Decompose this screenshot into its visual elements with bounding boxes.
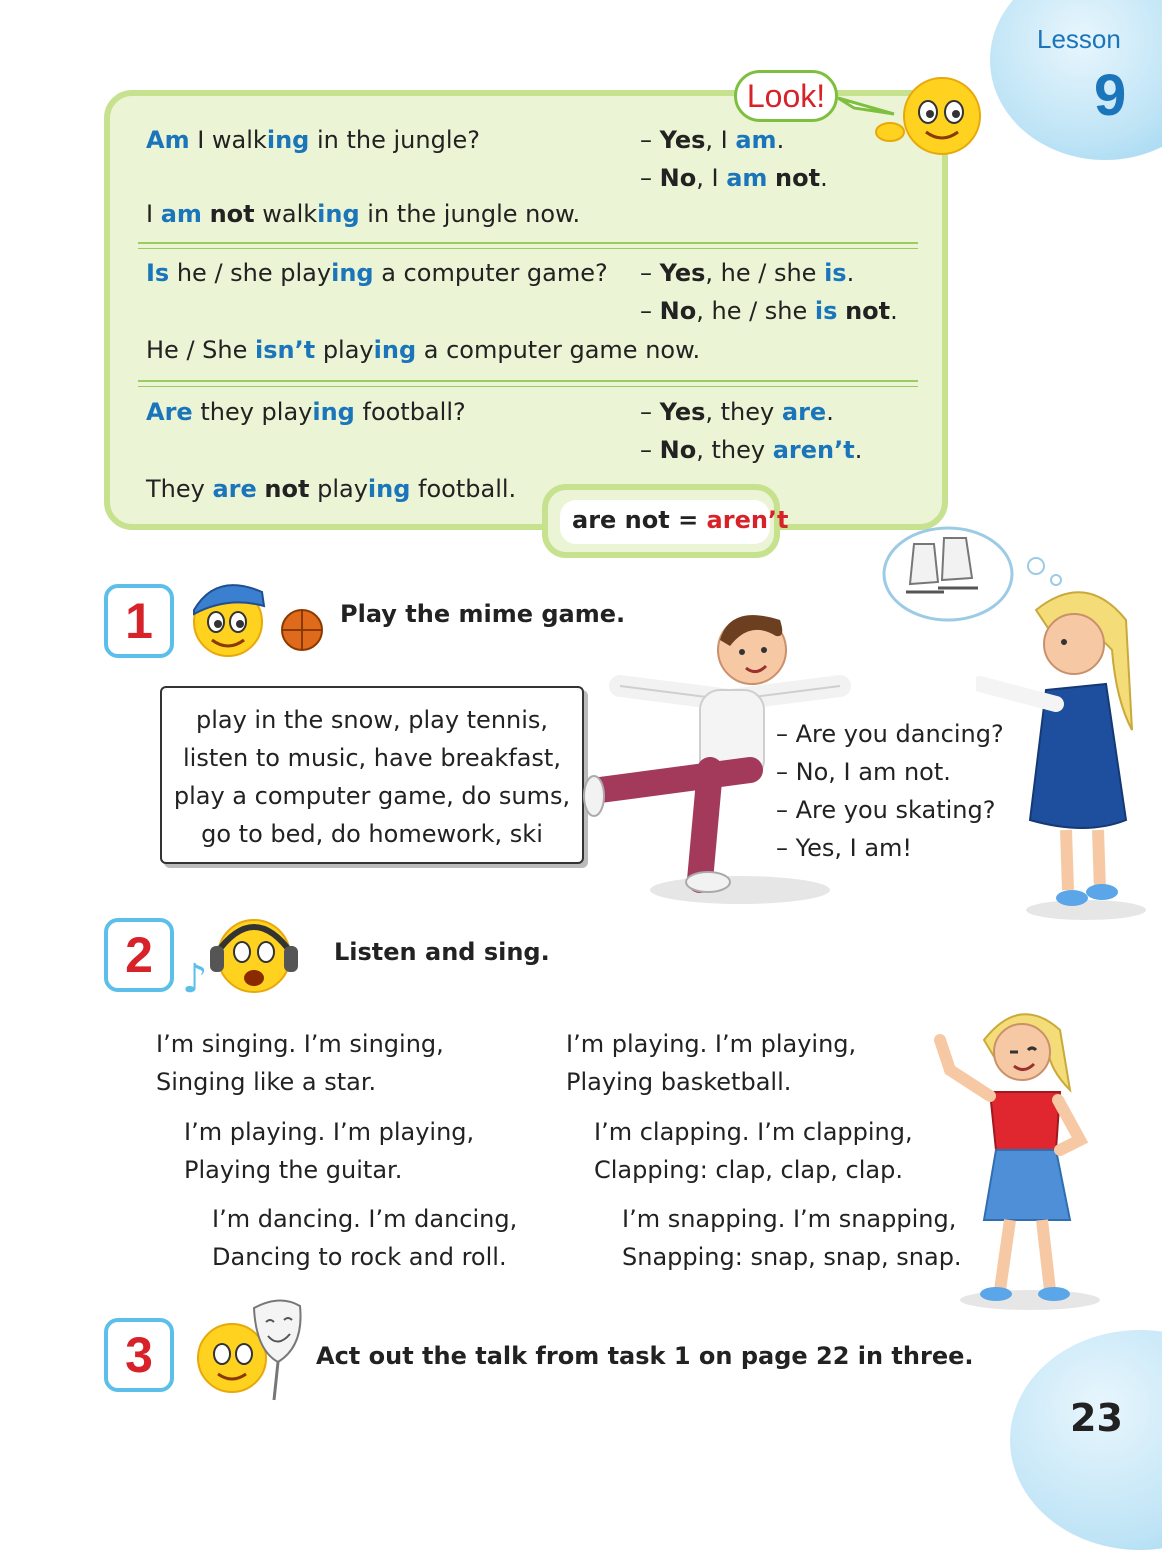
grammar-divider: [138, 380, 918, 387]
dialogue-line: – No, I am not.: [776, 758, 951, 786]
page-number-circle: [1010, 1330, 1162, 1550]
text-segment: in the jungle?: [309, 126, 480, 154]
girl-waving-illustration: [930, 1000, 1130, 1320]
text-segment: a computer game now.: [416, 336, 701, 364]
text-segment: –: [640, 259, 660, 287]
text-segment: play: [315, 336, 374, 364]
grammar-divider: [138, 242, 918, 249]
song-line: I’m snapping. I’m snapping,: [622, 1205, 957, 1233]
text-segment: .: [854, 436, 863, 464]
task-number-2: 2: [104, 918, 174, 992]
contraction-full: are not =: [572, 506, 707, 534]
song-line: I’m clapping. I’m clapping,: [594, 1118, 913, 1146]
text-segment: , they: [705, 398, 782, 426]
text-segment: No: [659, 164, 697, 192]
boy-skating-illustration: [580, 590, 900, 920]
text-segment: are: [781, 398, 827, 426]
task-title-1: Play the mime game.: [340, 600, 626, 628]
text-segment: aren’t: [772, 436, 855, 464]
grammar-answer-yes-2: [640, 259, 854, 287]
dialogue-line: – Are you skating?: [776, 796, 996, 824]
text-segment: am: [726, 164, 768, 192]
text-segment: –: [640, 297, 660, 325]
text-segment: He / She: [146, 336, 255, 364]
text-segment: .: [820, 164, 828, 192]
text-segment: is: [814, 297, 838, 325]
text-segment: is: [824, 259, 847, 287]
text-segment: –: [640, 126, 660, 154]
lesson-number: 9: [1094, 63, 1127, 128]
song-line: I’m dancing. I’m dancing,: [212, 1205, 518, 1233]
text-segment: ing: [317, 200, 360, 228]
contraction-text: [572, 506, 789, 534]
text-segment: , he / she: [696, 297, 815, 325]
text-segment: am: [160, 200, 202, 228]
text-segment: .: [846, 259, 855, 287]
text-segment: walk: [254, 200, 318, 228]
grammar-negative-1: [146, 200, 580, 228]
grammar-answer-no-1: [640, 164, 828, 192]
text-segment: [202, 200, 210, 228]
text-segment: Am: [146, 126, 190, 154]
grammar-question-1: [146, 126, 480, 154]
contraction-short: aren’t: [706, 506, 789, 534]
mime-word-line: go to bed, do homework, ski: [201, 820, 543, 848]
text-segment: .: [776, 126, 785, 154]
text-segment: ing: [373, 336, 417, 364]
text-segment: They: [146, 475, 213, 503]
text-segment: not: [209, 200, 255, 228]
song-line: Clapping: clap, clap, clap.: [594, 1156, 903, 1184]
text-segment: , he / she: [705, 259, 825, 287]
text-segment: I walk: [189, 126, 267, 154]
smiley-cap-ball-icon: [166, 566, 332, 666]
text-segment: Yes: [659, 398, 706, 426]
lesson-label: Lesson: [1037, 24, 1121, 54]
grammar-question-3: [146, 398, 466, 426]
grammar-answer-yes-1: [640, 126, 784, 154]
text-segment: isn’t: [255, 336, 316, 364]
task-title-3: Act out the talk from task 1 on page 22 in three.: [316, 1342, 974, 1370]
text-segment: [837, 297, 845, 325]
text-segment: , they: [696, 436, 773, 464]
mime-word-line: play in the snow, play tennis,: [195, 706, 549, 734]
song-line: Snapping: snap, snap, snap.: [622, 1243, 962, 1271]
text-segment: I: [146, 200, 161, 228]
text-segment: he / she play: [169, 259, 332, 287]
grammar-answer-yes-3: [640, 398, 834, 426]
text-segment: ing: [331, 259, 374, 287]
dialogue-line: – Are you dancing?: [776, 720, 1004, 748]
svg-text:♪: ♪: [182, 956, 208, 1002]
smiley-pointing-icon: [834, 72, 994, 162]
song-line: I’m playing. I’m playing,: [184, 1118, 475, 1146]
grammar-negative-2: [146, 336, 700, 364]
text-segment: [767, 164, 775, 192]
song-line: Singing like a star.: [156, 1068, 377, 1096]
song-line: Playing the guitar.: [184, 1156, 403, 1184]
text-segment: Are: [146, 398, 193, 426]
song-line: I’m singing. I’m singing,: [156, 1030, 444, 1058]
mime-word-line: listen to music, have breakfast,: [183, 744, 561, 772]
mime-word-line: play a computer game, do sums,: [173, 782, 571, 810]
text-segment: not: [775, 164, 821, 192]
text-segment: Yes: [659, 126, 706, 154]
text-segment: in the jungle now.: [359, 200, 581, 228]
song-line: I’m playing. I’m playing,: [566, 1030, 857, 1058]
task-number-1: 1: [104, 584, 174, 658]
text-segment: not: [845, 297, 891, 325]
text-segment: –: [640, 398, 660, 426]
smiley-mask-icon: [170, 1290, 310, 1410]
smiley-headphones-icon: [170, 900, 320, 1010]
page-number: 23: [1070, 1396, 1123, 1440]
text-segment: football?: [354, 398, 466, 426]
girl-thinking-illustration: [976, 580, 1156, 930]
text-segment: , I: [705, 126, 736, 154]
text-segment: not: [264, 475, 310, 503]
text-segment: ing: [312, 398, 355, 426]
task-title-2: Listen and sing.: [334, 938, 550, 966]
text-segment: they play: [192, 398, 313, 426]
grammar-negative-3: [146, 475, 516, 503]
text-segment: .: [826, 398, 834, 426]
dialogue-line: – Yes, I am!: [776, 834, 913, 862]
text-segment: No: [659, 297, 697, 325]
task-number-3: 3: [104, 1318, 174, 1392]
grammar-answer-no-2: [640, 297, 898, 325]
text-segment: Yes: [659, 259, 706, 287]
grammar-answer-no-3: [640, 436, 862, 464]
text-segment: am: [735, 126, 777, 154]
text-segment: , I: [696, 164, 727, 192]
text-segment: –: [640, 436, 660, 464]
text-segment: ing: [367, 475, 411, 503]
text-segment: play: [309, 475, 368, 503]
text-segment: –: [640, 164, 660, 192]
text-segment: are: [212, 475, 257, 503]
look-bubble: Look!: [734, 70, 838, 122]
text-segment: .: [890, 297, 898, 325]
song-line: Playing basketball.: [566, 1068, 792, 1096]
text-segment: Is: [146, 259, 170, 287]
song-line: Dancing to rock and roll.: [212, 1243, 507, 1271]
text-segment: No: [659, 436, 697, 464]
text-segment: ing: [266, 126, 310, 154]
text-segment: a computer game?: [373, 259, 608, 287]
grammar-question-2: [146, 259, 608, 287]
text-segment: football.: [410, 475, 517, 503]
